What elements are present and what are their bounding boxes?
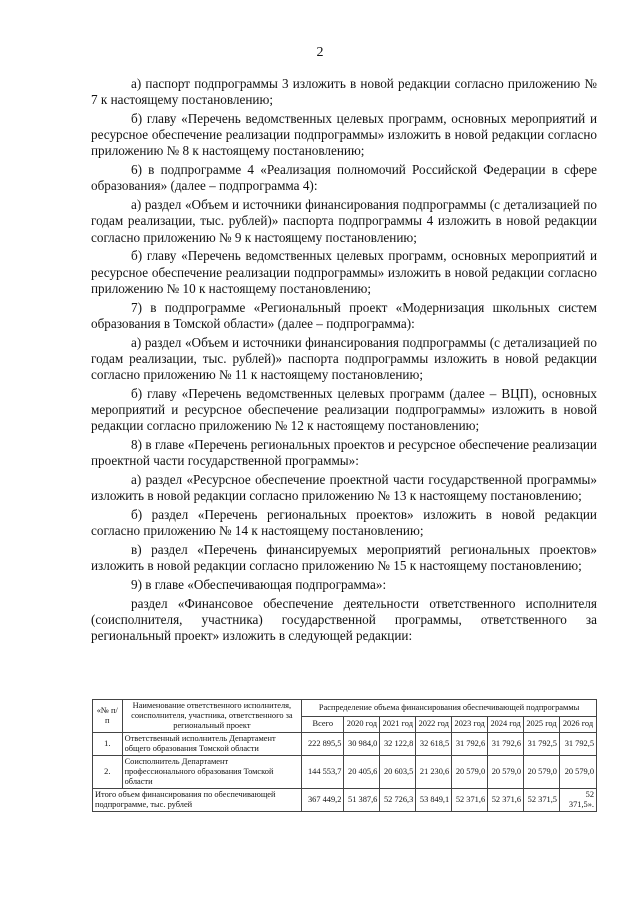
table-total-row [93,789,597,812]
cell-value: 31 792,5 [524,733,560,756]
paragraph: а) паспорт подпрограммы 3 изложить в новой редакции согласно приложению № 7 к настоящему постановлению; [91,76,597,108]
paragraph: а) раздел «Объем и источники финансирования подпрограммы (с детализацией по годам реализации, тыс. рублей)» паспорта подпрограммы 4 изложить в новой редакции согласно приложению № 9 к настоящему постановлению; [91,197,597,245]
cell-value: 20 405,6 [344,756,380,789]
table-row [93,733,597,756]
document-body [91,76,597,647]
total-value: 52 371,6 [488,789,524,812]
cell-value: 31 792,6 [452,733,488,756]
header-year: 2025 год [524,716,560,733]
page-number: 2 [316,45,324,60]
cell-value: 20 579,0 [452,756,488,789]
cell-value: 20 579,0 [559,756,596,789]
total-value: 53 849,1 [416,789,452,812]
header-year: Всего [302,716,344,733]
cell-value: 20 603,5 [380,756,416,789]
paragraph: б) главу «Перечень ведомственных целевых программ, основных мероприятий и ресурсное обеспечение реализации подпрограммы» изложить в новой редакции согласно приложению № 8 к настоящему постановлению; [91,111,597,159]
cell-value: 20 579,0 [524,756,560,789]
cell-value: 30 984,0 [344,733,380,756]
cell-value: 144 553,7 [302,756,344,789]
cell-value: 20 579,0 [488,756,524,789]
total-value: 52 726,3 [380,789,416,812]
header-year: 2026 год [559,716,596,733]
paragraph: б) главу «Перечень ведомственных целевых программ (далее – ВЦП), основных мероприятий и ресурсное обеспечение реализации подпрограммы» изложить в новой редакции согласно приложению № 12 к настоящему постановлению; [91,385,597,434]
header-year: 2024 год [488,716,524,733]
header-distribution: Распределение объема финансирования обеспечивающей подпрограммы [302,700,597,717]
row-num: 1. [93,733,123,756]
paragraph: раздел «Финансовое обеспечение деятельности ответственного исполнителя (соисполнителя, участника) государственной программы, ответственного за региональный проект» изложить в следующей редакции: [91,595,597,644]
header-year: 2023 год [452,716,488,733]
header-name: Наименование ответственного исполнителя, соисполнителя, участника, ответственного за региональный проект [122,700,302,733]
paragraph: 8) в главе «Перечень региональных проектов и ресурсное обеспечение реализации проектной части государственной программы»: [91,437,597,469]
financing-table [92,699,597,812]
paragraph: 6) в подпрограмме 4 «Реализация полномочий Российской Федерации в сфере образования» (далее – подпрограмма 4): [91,162,597,194]
total-value: 51 387,6 [344,789,380,812]
cell-value: 32 618,5 [416,733,452,756]
paragraph: б) раздел «Перечень региональных проектов» изложить в новой редакции согласно приложению № 14 к настоящему постановлению; [91,507,597,539]
paragraph: а) раздел «Объем и источники финансирования подпрограммы (с детализацией по годам реализации, тыс. рублей)» паспорта подпрограммы изложить в новой редакции согласно приложению № 11 к настоящему постановлению; [91,334,597,383]
table-row [93,756,597,789]
total-value: 52 371,5». [559,789,596,812]
header-num: «№ п/п [93,700,123,733]
total-value: 52 371,6 [452,789,488,812]
row-num: 2. [93,756,123,789]
paragraph: 9) в главе «Обеспечивающая подпрограмма»: [131,577,387,593]
paragraph: б) главу «Перечень ведомственных целевых программ, основных мероприятий и ресурсное обеспечение реализации подпрограммы» изложить в новой редакции согласно приложению № 10 к настоящему постановлению; [91,248,597,296]
cell-value: 21 230,6 [416,756,452,789]
paragraph: в) раздел «Перечень финансируемых мероприятий региональных проектов» изложить в новой редакции согласно приложению № 15 к настоящему постановлению; [91,542,597,574]
row-name: Соисполнитель Департамент профессионального образования Томской области [122,756,302,789]
paragraph: а) раздел «Ресурсное обеспечение проектной части государственной программы» изложить в новой редакции согласно приложению № 13 к настоящему постановлению; [91,472,597,504]
header-year: 2022 год [416,716,452,733]
paragraph: 7) в подпрограмме «Региональный проект «Модернизация школьных систем образования в Томской области» (далее – подпрограмма): [91,299,597,331]
cell-value: 222 895,5 [302,733,344,756]
header-year: 2021 год [380,716,416,733]
header-year: 2020 год [344,716,380,733]
table-header-row [93,700,597,717]
total-value: 52 371,5 [524,789,560,812]
row-name: Ответственный исполнитель Департамент общего образования Томской области [122,733,302,756]
cell-value: 32 122,8 [380,733,416,756]
cell-value: 31 792,5 [559,733,596,756]
cell-value: 31 792,6 [488,733,524,756]
total-value: 367 449,2 [302,789,344,812]
total-label: Итого объем финансирования по обеспечивающей подпрограмме, тыс. рублей [93,789,302,812]
